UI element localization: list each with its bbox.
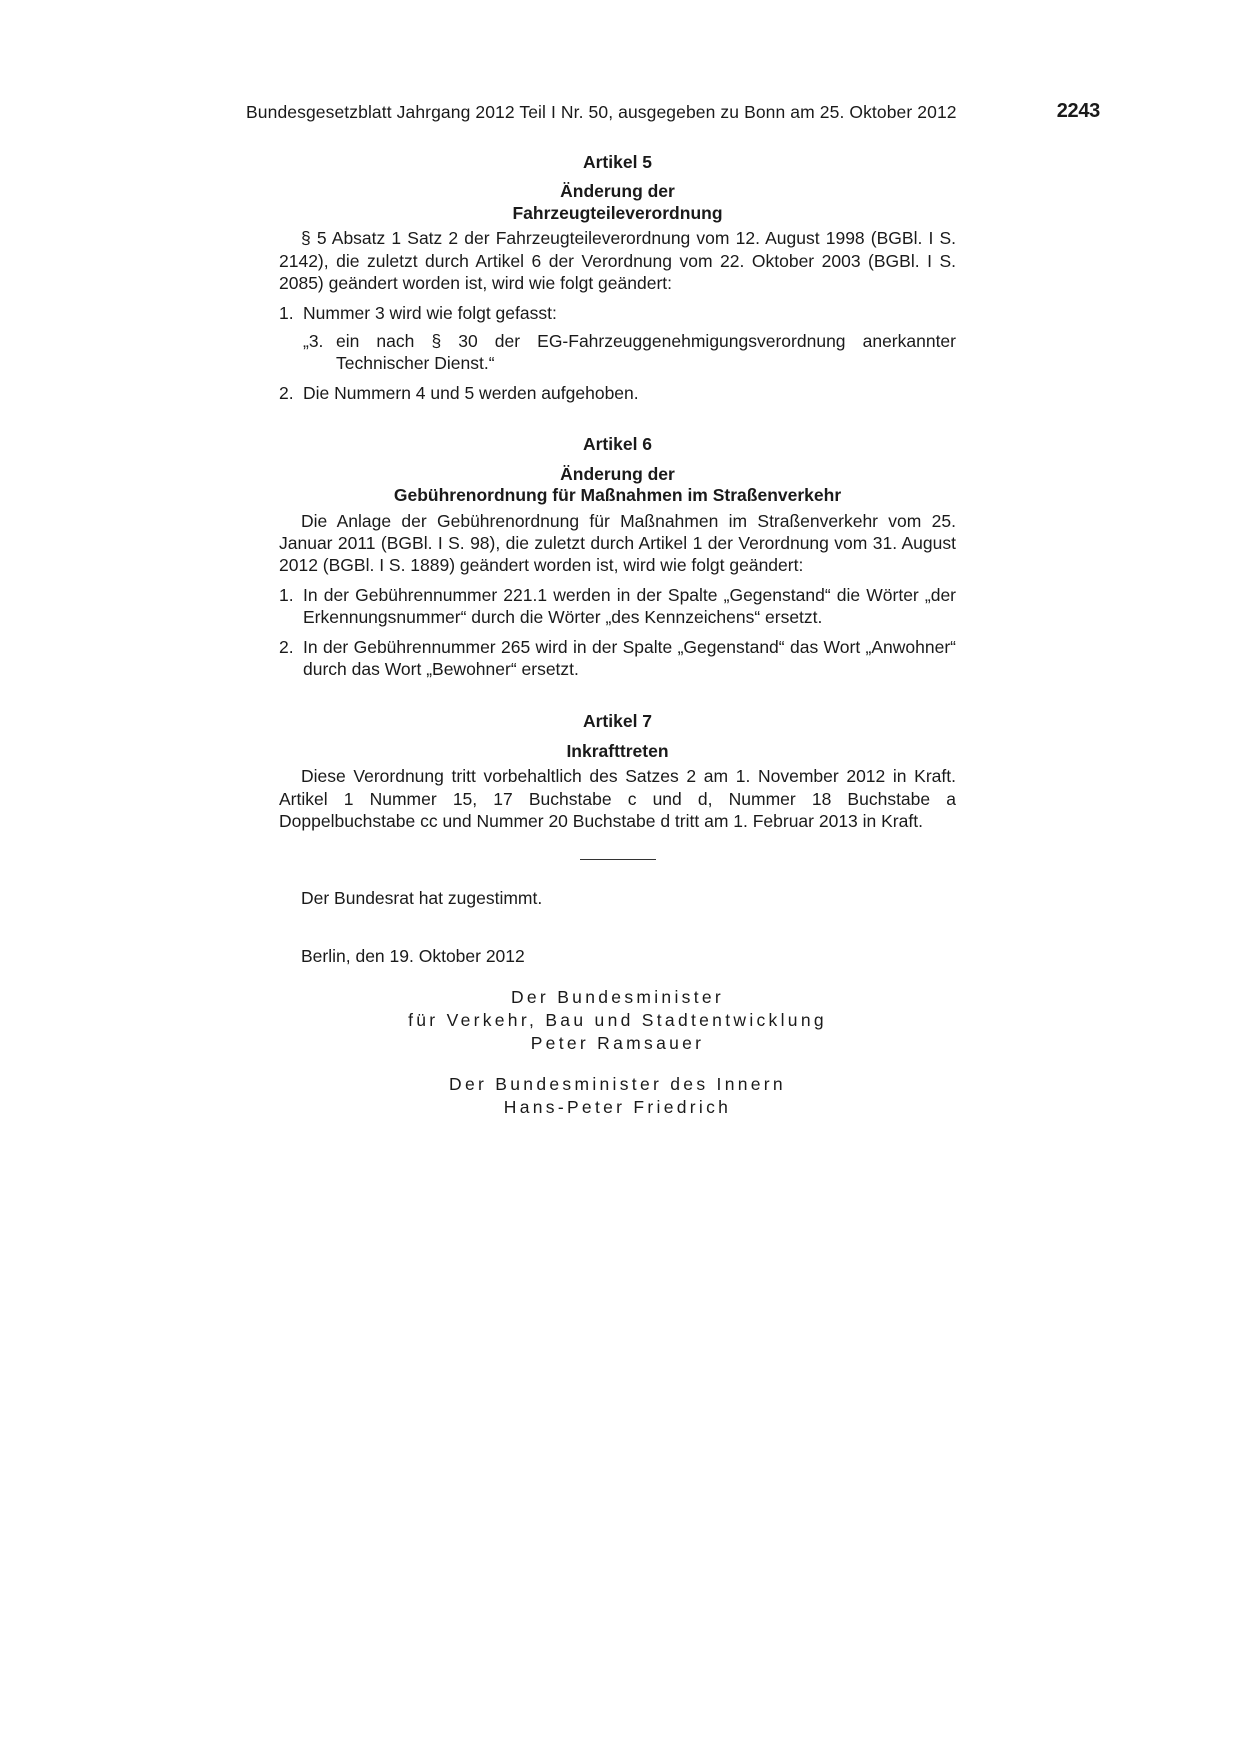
article-7-body: Diese Verordnung tritt vorbehaltlich des Satzes 2 am 1. November 2012 in Kraft. Artikel 1 Nummer 15, 17 Buchstabe c und d, Nummer 18 Buchstabe a Doppelbuchstabe cc und Nummer 20 Buchstabe d tritt am 1. Februar 2013 in Kraft. bbox=[279, 766, 956, 832]
article-7-title: Inkrafttreten bbox=[566, 740, 669, 761]
article-5-title-line-2: Fahrzeugteileverordnung bbox=[512, 202, 723, 223]
article-5-quoted-provision bbox=[279, 330, 956, 375]
list-text: In der Gebührennummer 265 wird in der Spalte „Gegenstand“ das Wort „Anwohner“ durch das Wort „Bewohner“ ersetzt. bbox=[303, 636, 956, 680]
signature-block-1 bbox=[279, 986, 956, 1054]
document-body bbox=[279, 151, 956, 1118]
signature-role: Der Bundesminister bbox=[510, 987, 725, 1008]
list-number: 1. bbox=[279, 302, 294, 323]
quoted-number: „3. bbox=[303, 331, 324, 352]
article-7-number: Artikel 7 bbox=[582, 710, 653, 731]
article-5-number: Artikel 5 bbox=[582, 152, 653, 172]
signature-department: für Verkehr, Bau und Stadtentwicklung bbox=[408, 1009, 827, 1030]
signature-role: Der Bundesminister des Innern bbox=[449, 1074, 786, 1095]
article-5-item-2 bbox=[279, 382, 956, 404]
page-number: 2243 bbox=[1056, 100, 1100, 122]
quoted-text: ein nach § 30 der EG-Fahrzeuggenehmigungsverordnung anerkannter Technischer Dienst.“ bbox=[336, 331, 956, 374]
list-text: In der Gebührennummer 221.1 werden in der Spalte „Gegenstand“ die Wörter „der Erkennungsnummer“ durch die Wörter „des Kennzeichens“ ersetzt. bbox=[303, 584, 956, 628]
article-5-title bbox=[279, 181, 956, 224]
article-5-title-line-1: Änderung der bbox=[560, 181, 675, 202]
running-header bbox=[246, 100, 1100, 128]
signature-block-2 bbox=[279, 1073, 956, 1118]
bundesrat-consent: Der Bundesrat hat zugestimmt. bbox=[301, 887, 543, 908]
place-and-date: Berlin, den 19. Oktober 2012 bbox=[301, 945, 525, 966]
article-6 bbox=[279, 433, 956, 680]
separator-rule bbox=[580, 859, 656, 860]
signature-name: Peter Ramsauer bbox=[530, 1032, 705, 1053]
article-6-item-2 bbox=[279, 636, 956, 681]
list-text: Nummer 3 wird wie folgt gefasst: bbox=[303, 302, 557, 323]
list-number: 2. bbox=[279, 382, 294, 403]
article-6-number: Artikel 6 bbox=[582, 434, 653, 455]
article-5 bbox=[279, 151, 956, 404]
article-6-item-1 bbox=[279, 584, 956, 629]
gazette-title: Bundesgesetzblatt Jahrgang 2012 Teil I Nr. 50, ausgegeben zu Bonn am 25. Oktober 2012 bbox=[246, 102, 957, 122]
article-7 bbox=[279, 710, 956, 833]
list-text: Die Nummern 4 und 5 werden aufgehoben. bbox=[303, 382, 639, 403]
article-6-title-line-2: Gebührenordnung für Maßnahmen im Straßenverkehr bbox=[393, 485, 842, 506]
article-6-title bbox=[279, 464, 956, 507]
spacer bbox=[279, 411, 956, 433]
article-6-intro: Die Anlage der Gebührenordnung für Maßnahmen im Straßenverkehr vom 25. Januar 2011 (BGBl. I S. 98), die zuletzt durch Artikel 1 der Verordnung vom 31. August 2012 (BGBl. I S. 1889) geändert worden ist, wird wie folgt geändert: bbox=[279, 510, 956, 576]
spacer bbox=[279, 688, 956, 710]
article-5-intro: § 5 Absatz 1 Satz 2 der Fahrzeugteileverordnung vom 12. August 1998 (BGBl. I S. 2142), die zuletzt durch Artikel 6 der Verordnung vom 22. Oktober 2003 (BGBl. I S. 2085) geändert worden ist, wird wie folgt geändert: bbox=[279, 228, 956, 294]
signature-name: Hans-Peter Friedrich bbox=[503, 1096, 732, 1117]
article-6-title-line-1: Änderung der bbox=[560, 463, 675, 484]
article-5-item-1 bbox=[279, 302, 956, 324]
list-number: 1. bbox=[279, 584, 294, 605]
list-number: 2. bbox=[279, 636, 294, 657]
